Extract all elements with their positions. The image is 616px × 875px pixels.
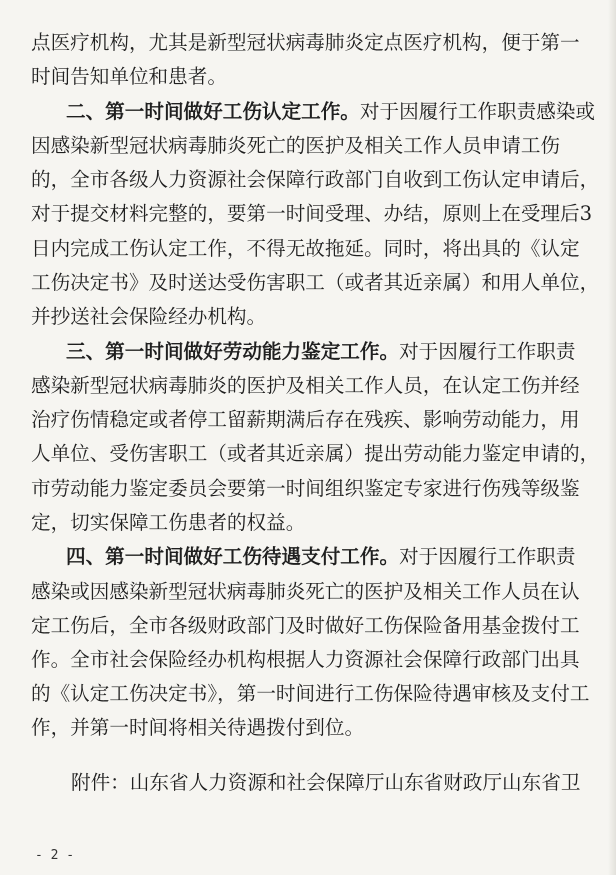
line-text: 时间告知单位和患者。 <box>31 65 227 88</box>
text-line <box>0 711 616 745</box>
line-text: 的《认定工伤决定书》，第一时间进行工伤保险待遇审核及支付工 <box>31 682 590 705</box>
text-line <box>0 266 616 300</box>
text-line <box>0 472 616 506</box>
paragraph-heading: 二、第一时间做好工伤认定工作。 <box>66 100 360 123</box>
line-text: 的，全市各级人力资源社会保障行政部门自收到工伤认定申请后， <box>31 168 600 191</box>
line-text: 因感染新型冠状病毒肺炎死亡的医护及相关工作人员申请工伤 <box>31 134 561 157</box>
text-line <box>0 403 616 437</box>
line-text: 治疗伤情稳定或者停工留薪期满后存在残疾、影响劳动能力，用 <box>31 408 580 431</box>
attachment-line <box>0 766 616 800</box>
page-number: - 2 - <box>35 848 75 863</box>
text-line <box>0 369 616 403</box>
line-text: 作，并第一时间将相关待遇拨付到位。 <box>31 716 365 739</box>
text-line <box>0 129 616 163</box>
text-line <box>0 609 616 643</box>
text-line <box>0 643 616 677</box>
text-line <box>0 335 616 369</box>
line-text: 市劳动能力鉴定委员会要第一时间组织鉴定专家进行伤残等级鉴 <box>31 477 580 500</box>
line-text: 对于提交材料完整的，要第一时间受理、办结，原则上在受理后3 <box>31 202 593 225</box>
line-text: 对于因履行工作职责 <box>399 340 576 363</box>
line-text: 点医疗机构，尤其是新型冠状病毒肺炎定点医疗机构，便于第一 <box>31 31 580 54</box>
line-text: 附件：山东省人力资源和社会保障厅山东省财政厅山东省卫 <box>71 771 581 794</box>
scan-edge-shade <box>608 0 616 875</box>
text-line <box>0 197 616 231</box>
text-line <box>0 540 616 574</box>
line-text: 并抄送社会保险经办机构。 <box>31 305 267 328</box>
line-text: 对于因履行工作职责 <box>399 545 576 568</box>
paragraph-heading: 三、第一时间做好劳动能力鉴定工作。 <box>66 340 400 363</box>
text-line <box>0 26 616 60</box>
line-text: 定，切实保障工伤患者的权益。 <box>31 511 306 534</box>
text-line <box>0 506 616 540</box>
text-line <box>0 300 616 334</box>
text-line <box>0 232 616 266</box>
text-line <box>0 60 616 94</box>
paragraph-heading: 四、第一时间做好工伤待遇支付工作。 <box>66 545 400 568</box>
line-text: 工伤决定书》及时送达受伤害职工（或者其近亲属）和用人单位， <box>31 271 600 294</box>
line-text: 定工伤后，全市各级财政部门及时做好工伤保险备用基金拨付工 <box>31 614 580 637</box>
line-text: 感染或因感染新型冠状病毒肺炎死亡的医护及相关工作人员在认 <box>31 580 580 603</box>
line-text: 日内完成工伤认定工作，不得无故拖延。同时，将出具的《认定 <box>31 237 580 260</box>
text-line <box>0 677 616 711</box>
line-text: 对于因履行工作职责感染或 <box>359 100 596 123</box>
text-line <box>0 163 616 197</box>
line-text: 人单位、受伤害职工（或者其近亲属）提出劳动能力鉴定申请的， <box>31 442 600 465</box>
line-text: 作。全市社会保险经办机构根据人力资源社会保障行政部门出具 <box>31 648 580 671</box>
line-text: 感染新型冠状病毒肺炎的医护及相关工作人员，在认定工伤并经 <box>31 374 580 397</box>
text-line <box>0 437 616 471</box>
text-line <box>0 575 616 609</box>
text-line <box>0 95 616 129</box>
